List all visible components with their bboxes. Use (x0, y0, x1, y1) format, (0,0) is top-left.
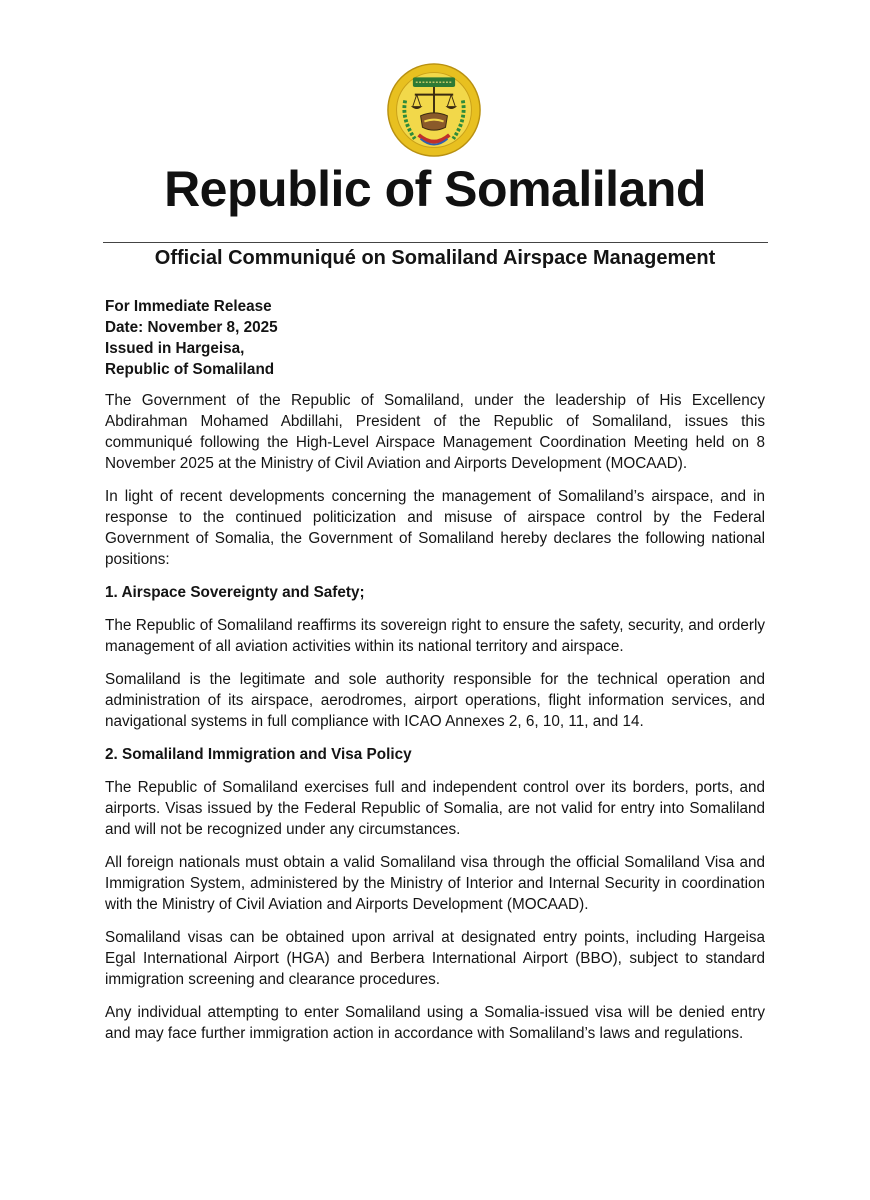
release-country: Republic of Somaliland (105, 361, 275, 378)
section-paragraph: Somaliland visas can be obtained upon arrival at designated entry points, including Hargeisa Egal International Airport (HGA) and Berbera International Airport (BBO), subject to standard immigration screening and clearance procedures. (105, 929, 765, 988)
release-location: Issued in Hargeisa, (105, 340, 245, 357)
release-line: For Immediate Release (105, 298, 272, 315)
document-title: Republic of Somaliland (164, 161, 706, 217)
section-paragraph: Any individual attempting to enter Somaliland using a Somalia-issued visa will be denied entry and may face further immigration action in accordance with Somaliland’s laws and regulations. (105, 1004, 765, 1042)
section-heading: 2. Somaliland Immigration and Visa Policy (105, 746, 412, 763)
release-info (105, 296, 765, 380)
communique-subtitle: Official Communiqué on Somaliland Airspace Management (154, 247, 716, 269)
intro-paragraph: In light of recent developments concerning the management of Somaliland’s airspace, and in response to the continued politicization and misuse of airspace control by the Federal Government of Somalia, the Government of Somaliland hereby declares the following national positions: (105, 488, 765, 568)
section-paragraph: The Republic of Somaliland reaffirms its sovereign right to ensure the safety, security, and orderly management of all aviation activities within its national territory and airspace. (105, 617, 765, 655)
release-date: Date: November 8, 2025 (105, 319, 278, 336)
coat-of-arms-emblem (386, 62, 482, 158)
intro-paragraph: The Government of the Republic of Somaliland, under the leadership of His Excellency Abdirahman Mohamed Abdillahi, President of the Republic of Somaliland, issues this communiqué following the High-Level Airspace Management Coordination Meeting held on 8 November 2025 at the Ministry of Civil Aviation and Airports Development (MOCAAD). (105, 392, 765, 472)
document-body (105, 296, 765, 1056)
section-paragraph: All foreign nationals must obtain a valid Somaliland visa through the official Somaliland Visa and Immigration System, administered by the Ministry of Interior and Internal Security in coordination with the Ministry of Civil Aviation and Airports Development (MOCAAD). (105, 854, 765, 913)
section-heading: 1. Airspace Sovereignty and Safety; (105, 584, 365, 601)
section-paragraph: Somaliland is the legitimate and sole authority responsible for the technical operation and administration of its airspace, aerodromes, airport operations, flight information services, and navigational systems in full compliance with ICAO Annexes 2, 6, 10, 11, and 14. (105, 671, 765, 730)
section-paragraph: The Republic of Somaliland exercises full and independent control over its borders, ports, and airports. Visas issued by the Federal Republic of Somalia, are not valid for entry into Somaliland and will not be recognized under any circumstances. (105, 779, 765, 838)
title-divider (103, 242, 768, 243)
